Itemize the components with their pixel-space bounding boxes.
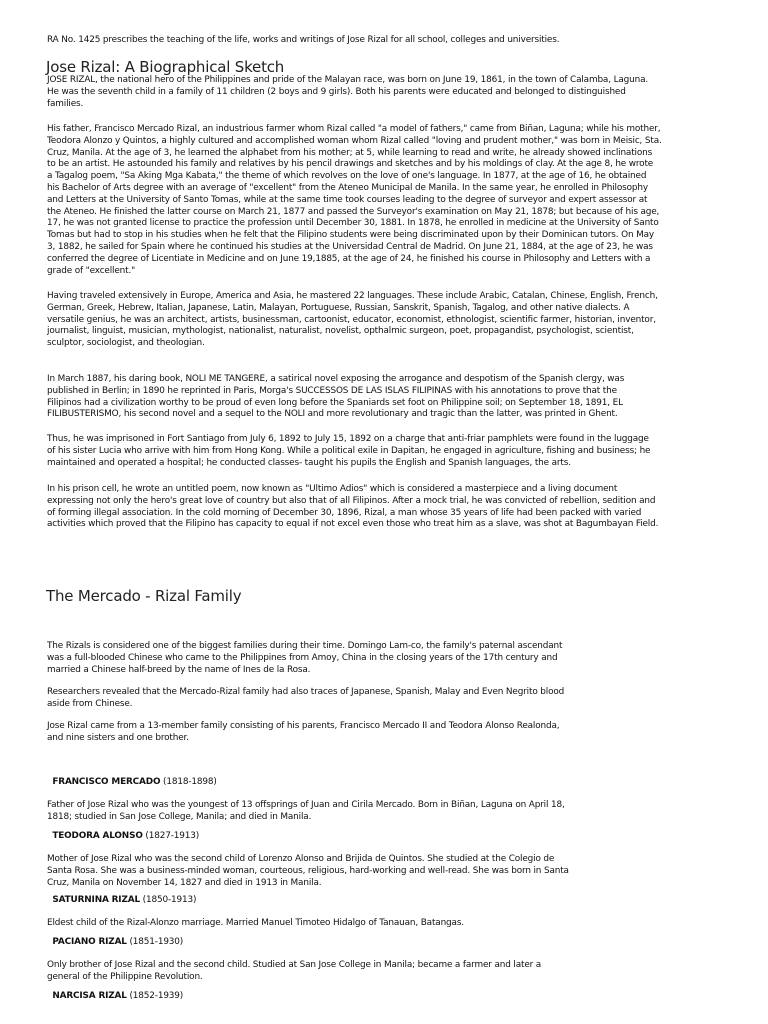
member-name: NARCISA RIZAL [52,990,127,1001]
section-heading-family: The Mercado - Rizal Family [46,587,242,605]
member-name: PACIANO RIZAL [52,936,127,947]
member-years: (1852-1939) [126,990,184,1001]
section-heading-biography: Jose Rizal: A Biographical Sketch [46,58,285,76]
paragraph: In March 1887, his daring book, NOLI ME TANGERE, a satirical novel exposing the arrogance and despotism of the Spanish clergy, was published in Berlin; in 1890 he reprinted in Paris, Morga's SUCCESSOS DE LAS ISLAS FILIPINAS with his annotations to prove that the Filipinos had a civilization worthy to be proud of even long before the Spaniards set foot on Philippine soil; on September 18, 1891, EL FILIBUSTERISMO, his second novel and a sequel to the NOLI and more revolutionary and tragic than the latter, was printed in Ghent. [47,374,625,420]
member-description: Father of Jose Rizal who was the youngest of 13 offsprings of Juan and Cirila Mercado. Born in Biñan, Laguna on April 18, 1818; studied in San Jose College, Manila; and died in Manila. [47,800,565,823]
intro-text: RA No. 1425 prescribes the teaching of the life, works and writings of Jose Rizal for all school, colleges and universities. [47,35,560,45]
member-name: TEODORA ALONSO [52,830,143,841]
paragraph: The Rizals is considered one of the biggest families during their time. Domingo Lam-co, the family's paternal ascendant was a full-blooded Chinese who came to the Philippines from Amoy, China in the closing years of the 17th century and married a Chinese half-breed by the name of Ines de la Rosa. [47,641,563,675]
member-years: (1851-1930) [126,936,184,947]
member-years: (1850-1913) [139,894,197,905]
member-description: Mother of Jose Rizal who was the second child of Lorenzo Alonso and Brijida de Quintos. She studied at the Colegio de Santa Rosa. She was a business-minded woman, courteous, religious, hard-working and well-read. She was born in Santa Cruz, Manila on November 14, 1827 and died in 1913 in Manila. [47,854,569,888]
family-member-entry [47,979,183,1003]
paragraph: Having traveled extensively in Europe, America and Asia, he mastered 22 languages. These include Arabic, Catalan, Chinese, English, French, German, Greek, Hebrew, Italian, Japanese, Latin, Malayan, Portuguese, Russian, Sanskrit, Spanish, Tagalog, and other native dialects. A versatile genius, he was an architect, artists, businessman, cartoonist, educator, economist, ethnologist, scientific farmer, historian, inventor, journalist, linguist, musician, mythologist, nationalist, naturalist, novelist, opthalmic surgeon, poet, propagandist, psychologist, scientist, sculptor, sociologist, and theologian. [47,291,658,349]
member-name: FRANCISCO MERCADO [52,776,161,787]
paragraph: Jose Rizal came from a 13-member family consisting of his parents, Francisco Mercado II and Teodora Alonso Realonda, and nine sisters and one brother. [47,721,560,743]
paragraph: Researchers revealed that the Mercado-Rizal family had also traces of Japanese, Spanish, Malay and Even Negrito blood aside from Chinese. [47,687,565,709]
paragraph: In his prison cell, he wrote an untitled poem, now known as "Ultimo Adios" which is considered a masterpiece and a living document expressing not only the hero's great love of country but also that of all Filipinos. After a mock trial, he was convicted of rebellion, sedition and of forming illegal association. In the cold morning of December 30, 1896, Rizal, a man whose 35 years of life had been packed with varied activities which proved that the Filipino has capacity to equal if not excel even those who treat him as a slave, was shot at Bagumbayan Field. [47,484,659,530]
paragraph: Thus, he was imprisoned in Fort Santiago from July 6, 1892 to July 15, 1892 on a charge that anti-friar pamphlets were found in the luggage of his sister Lucia who arrive with him from Hong Kong. While a political exile in Dapitan, he engaged in agriculture, fishing and business; he maintained and operated a hospital; he conducted classes- taught his pupils the English and Spanish languages, the arts. [47,434,651,468]
member-name: SATURNINA RIZAL [52,894,140,905]
member-years: (1827-1913) [142,830,200,841]
paragraph: JOSE RIZAL, the national hero of the Philippines and pride of the Malayan race, was born on June 19, 1861, in the town of Calamba, Laguna. He was the seventh child in a family of 11 children (2 boys and 9 girls). Both his parents were educated and belonged to distinguished families. [47,75,649,109]
paragraph: His father, Francisco Mercado Rizal, an industrious farmer whom Rizal called "a model of fathers," came from Biñan, Laguna; while his mother, Teodora Alonzo y Quintos, a highly cultured and accomplished woman whom Rizal called "loving and prudent mother," was born in Meisic, Sta. Cruz, Manila. At the age of 3, he learned the alphabet from his mother; at 5, while learning to read and write, he already showed inclinations to be an artist. He astounded his family and relatives by his pencil drawings and sketches and by his moldings of clay. At the age 8, he wrote a Tagalog poem, "Sa Aking Mga Kabata," the theme of which revolves on the love of one's language. In 1877, at the age of 16, he obtained his Bachelor of Arts degree with an average of "excellent" from the Ateneo Municipal de Manila. In the same year, he enrolled in Philosophy and Letters at the University of Santo Tomas, while at the same time took courses leading to the degree of surveyor and expert assessor at the Ateneo. He finished the latter course on March 21, 1877 and passed the Surveyor's examination on May 21, 1878; but because of his age, 17, he was not granted license to practice the profession until December 30, 1881. In 1878, he enrolled in medicine at the University of Santo Tomas but had to stop in his studies when he felt that the Filipino students were being discriminated upon by their Dominican tutors. On May 3, 1882, he sailed for Spain where he continued his studies at the Universidad Central de Madrid. On June 21, 1884, at the age of 23, he was conferred the degree of Licentiate in Medicine and on June 19,1885, at the age of 24, he finished his course in Philosophy and Letters with a grade of "excellent." [47,124,662,276]
member-description: Only brother of Jose Rizal and the second child. Studied at San Jose College in Manila; became a farmer and later a general of the Philippine Revolution. [47,960,542,983]
member-years: (1818-1898) [160,776,217,787]
member-description: Eldest child of the Rizal-Alonzo marriage. Married Manuel Timoteo Hidalgo of Tanauan, Batangas. [47,918,464,929]
